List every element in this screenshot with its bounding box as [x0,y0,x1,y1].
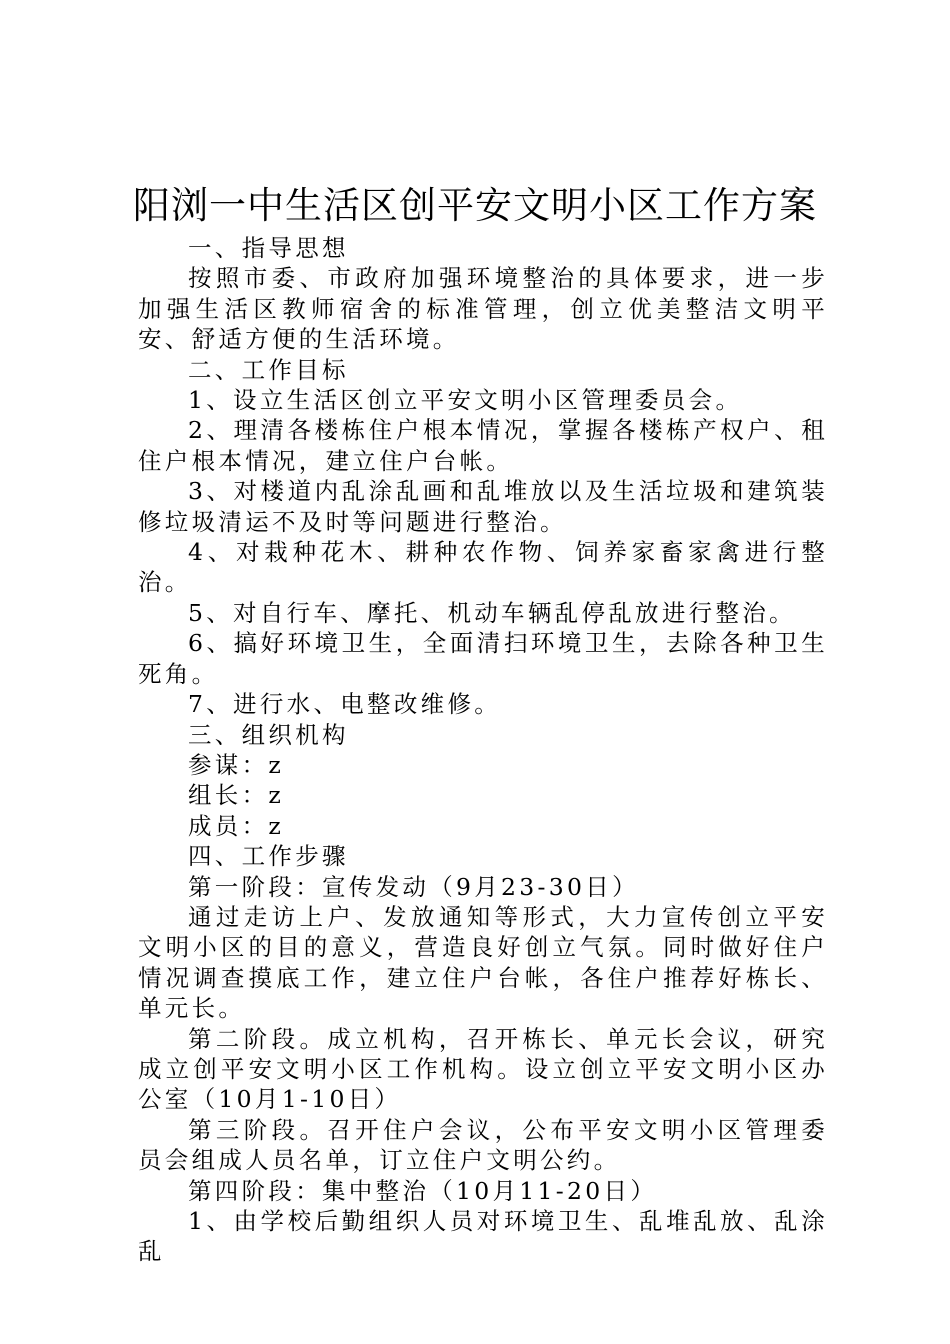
list-item: 3、对楼道内乱涂乱画和乱堆放以及生活垃圾和建筑装修垃圾清运不及时等问题进行整治。 [138,477,828,536]
paragraph: 第三阶段。召开住户会议，公布平安文明小区管理委员会组成人员名单，订立住户文明公约。 [138,1115,828,1175]
paragraph: 通过走访上户、发放通知等形式，大力宣传创立平安文明小区的目的意义，营造良好创立气氛。同时做好住户情况调查摸底工作，建立住户台帐，各住户推荐好栋长、单元长。 [138,902,828,1023]
paragraph: 按照市委、市政府加强环境整治的具体要求，进一步加强生活区教师宿舍的标准管理，创立优美整洁文明平安、舒适方便的生活环境。 [138,264,828,354]
section-heading: 一、指导思想 [188,234,349,262]
document-title: 阳浏一中生活区创平安文明小区工作方案 [133,184,817,227]
section-heading: 三、组织机构 [188,720,349,749]
org-member-line: 组长：z [188,781,285,810]
list-item: 4、对栽种花木、耕种农作物、饲养家畜家禽进行整治。 [138,538,828,597]
paragraph: 第二阶段。成立机构，召开栋长、单元长会议，研究成立创平安文明小区工作机构。设立创立平安文明小区办公室（10月1-10日） [138,1024,828,1114]
list-item: 7、进行水、电整改维修。 [188,690,502,719]
list-item: 6、搞好环境卫生，全面清扫环境卫生，去除各种卫生死角。 [138,629,828,688]
list-item: 2、理清各楼栋住户根本情况，掌握各楼栋产权户、租住户根本情况，建立住户台帐。 [138,416,828,475]
stage-heading: 第四阶段：集中整治（10月11-20日） [188,1176,658,1205]
org-member-line: 参谋：z [188,750,285,779]
list-item: 1、由学校后勤组织人员对环境卫生、乱堆乱放、乱涂乱 [138,1207,828,1266]
document-body [138,233,828,1267]
list-item: 5、对自行车、摩托、机动车辆乱停乱放进行整治。 [188,598,796,627]
section-heading: 二、工作目标 [188,355,349,384]
section-heading: 四、工作步骤 [188,842,349,871]
list-item: 1、设立生活区创立平安文明小区管理委员会。 [188,386,743,415]
org-member-line: 成员：z [188,811,285,840]
stage-heading: 第一阶段：宣传发动（9月23-30日） [188,872,639,901]
